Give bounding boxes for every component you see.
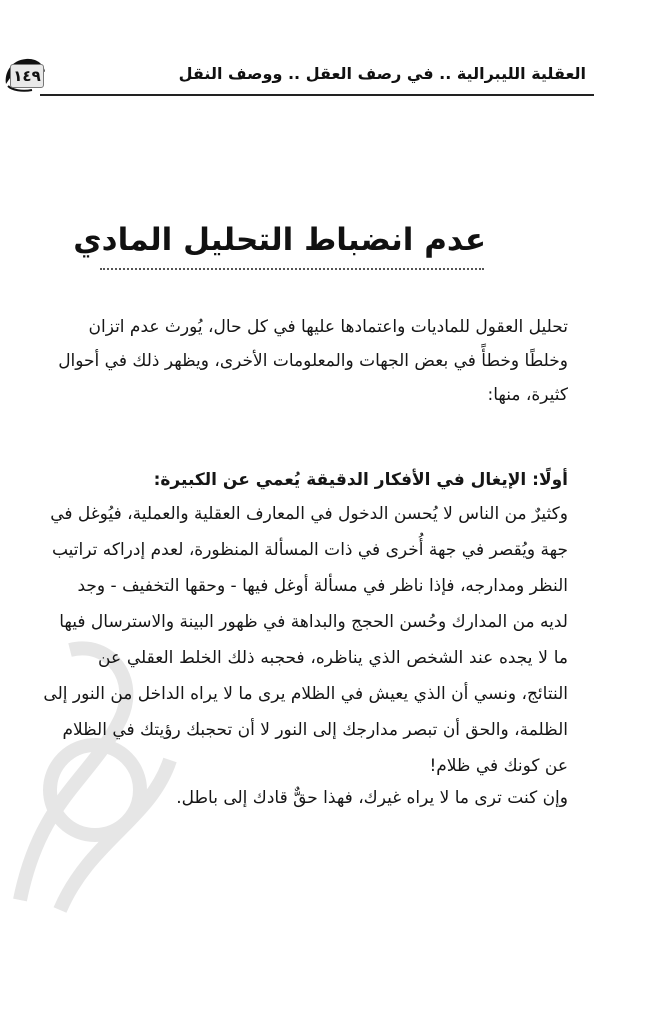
body-line: ما لا يجده عند الشخص الذي يناظره، فحجبه ذلك الخلط العقلي عن: [98, 648, 568, 668]
body-line: وكثيرٌ من الناس لا يُحسن الدخول في المعارف العقلية والعملية، فيُوغل في: [50, 504, 568, 524]
body-line: الظلمة، والحق أن تبصر مدارجك إلى النور لا أن تحجبك رؤيتك في الظلام: [62, 720, 568, 740]
body-line: وإن كنت ترى ما لا يراه غيرك، فهذا حقٌّ قادك إلى باطل.: [176, 788, 568, 808]
body-line: النتائج، ونسي أن الذي يعيش في الظلام يرى ما لا يراه الداخل من النور إلى: [43, 684, 568, 704]
section-heading: أولًا: الإيغال في الأفكار الدقيقة يُعمي عن الكبيرة:: [153, 470, 568, 490]
intro-line: تحليل العقول للماديات واعتمادها عليها في كل حال، يُورث عدم اتزان: [88, 317, 568, 337]
page-number: ١٤٩: [10, 64, 44, 88]
intro-line: وخلطًا وخطأً في بعض الجهات والمعلومات الأخرى، ويظهر ذلك في أحوال: [58, 351, 568, 371]
body-line: عن كونك في ظلام!: [429, 756, 568, 776]
header-rule: [40, 94, 594, 96]
chapter-title: عدم انضباط التحليل المادي: [73, 222, 486, 258]
body-line: النظر ومدارجه، فإذا ناظر في مسألة أوغل فيها - وحقها التخفيف - وجد: [77, 576, 568, 596]
body-line: جهة ويُقصر في جهة أُخرى في ذات المسألة المنظورة، لعدم إدراكه تراتيب: [51, 540, 568, 560]
title-dotted-rule: [100, 268, 484, 270]
body-line: لديه من المدارك وحُسن الحجج والبداهة في ظهور البينة والاسترسال فيها: [59, 612, 568, 632]
intro-line: كثيرة، منها:: [487, 385, 568, 405]
running-title: العقلية الليبرالية .. في رصف العقل .. ووصف النقل: [178, 64, 586, 83]
page-header: [2, 54, 594, 96]
